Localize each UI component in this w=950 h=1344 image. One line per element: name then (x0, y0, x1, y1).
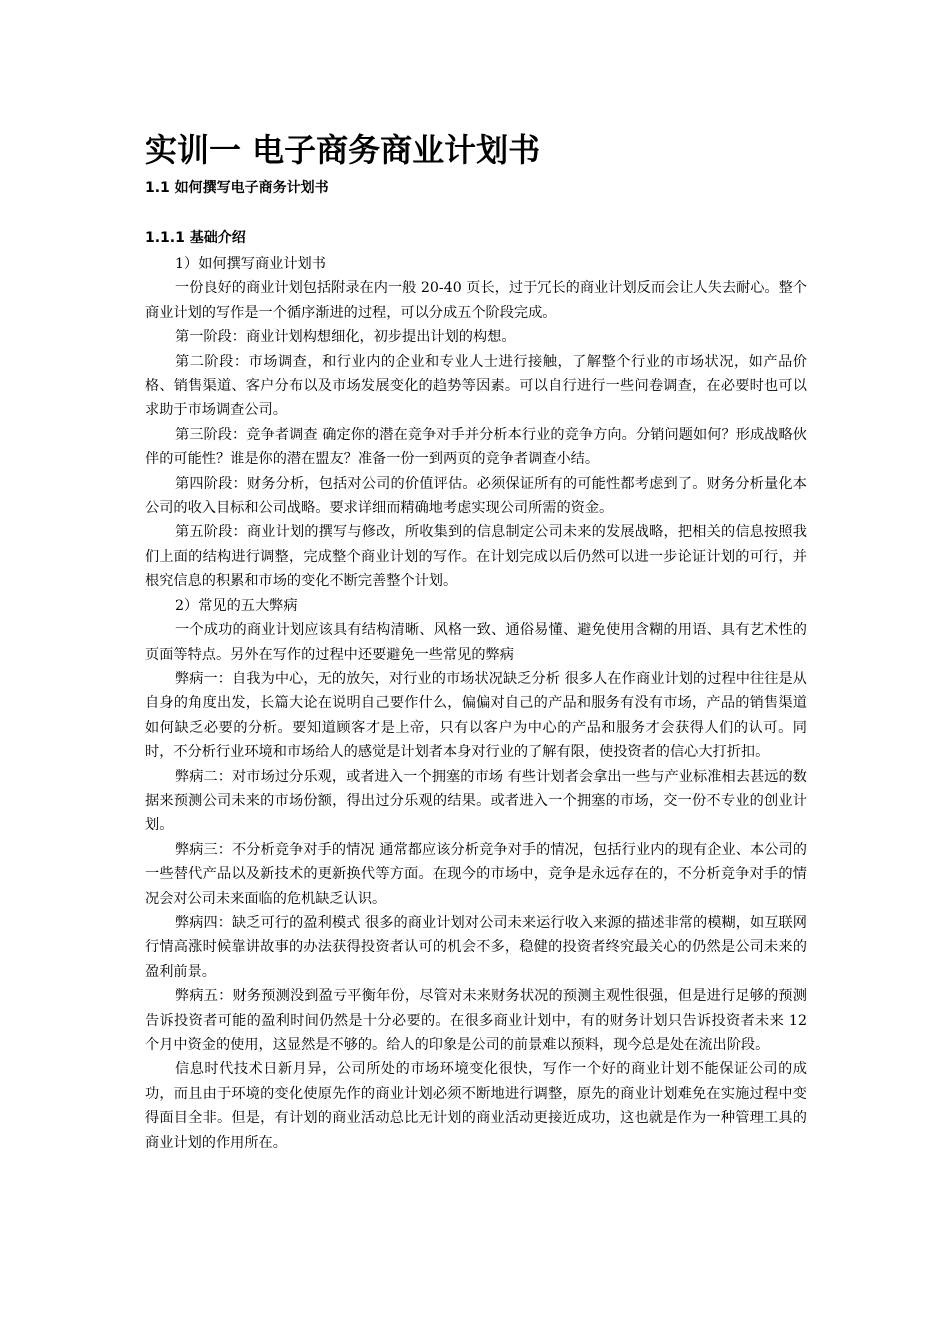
paragraph: 弊病五：财务预测没到盈亏平衡年份，尽管对未来财务状况的预测主观性很强，但是进行足够的预测告诉投资者可能的盈利时间仍然是十分必要的。在很多商业计划中，有的财务计划只告诉投资者未来 12 个月中资金的使用，这显然是不够的。给人的印象是公司的前景难以预料，现今总是处在流出阶段。 (145, 988, 807, 1053)
paragraph: 一个成功的商业计划应该具有结构清晰、风格一致、通俗易懂、避免使用含糊的用语、具有艺术性的页面等特点。另外在写作的过程中还要避免一些常见的弊病 (145, 622, 807, 663)
paragraph: 第五阶段：商业计划的撰写与修改，所收集到的信息制定公司未来的发展战略，把相关的信息按照我们上面的结构进行调整，完成整个商业计划的写作。在计划完成以后仍然可以进一步论证计划的可行，并根究信息的积累和市场的变化不断完善整个计划。 (145, 524, 807, 590)
paragraph: 一份良好的商业计划包括附录在内一般 20-40 页长，过于冗长的商业计划反而会让人失去耐心。整个商业计划的写作是一个循序渐进的过程，可以分成五个阶段完成。 (145, 280, 807, 321)
paragraph: 第一阶段：商业计划构想细化，初步提出计划的构想。 (175, 329, 516, 346)
paragraph: 第四阶段：财务分析，包括对公司的价值评估。必须保证所有的可能性都考虑到了。财务分析量化本公司的收入目标和公司战略。要求详细而精确地考虑实现公司所需的资金。 (145, 475, 807, 517)
chapter-title: 实训一 电子商务商业计划书 (145, 131, 541, 169)
paragraph: 2）常见的五大弊病 (175, 597, 298, 614)
subsection-heading: 1.1.1 基础介绍 (145, 230, 246, 246)
paragraph: 弊病二：对市场过分乐观，或者进入一个拥塞的市场 有些计划者会拿出一些与产业标准相去甚远的数据来预测公司未来的市场份额，得出过分乐观的结果。或者进入一个拥塞的市场，交一份不专业的创业计划。 (145, 768, 807, 834)
paragraph: 弊病三：不分析竞争对手的情况 通常都应该分析竞争对手的情况，包括行业内的现有企业、本公司的一些替代产品以及新技术的更新换代等方面。在现今的市场中，竞争是永远存在的，不分析竞争对手的情况会对公司未来面临的危机缺乏认识。 (145, 841, 807, 907)
paragraph: 弊病四：缺乏可行的盈利模式 很多的商业计划对公司未来运行收入来源的描述非常的模糊，如互联网行情高涨时候靠讲故事的办法获得投资者认可的机会不多，稳健的投资者终究最关心的仍然是公司未来的盈利前景。 (145, 914, 807, 980)
document-page (145, 128, 807, 1155)
paragraph: 信息时代技术日新月异，公司所处的市场环境变化很快，写作一个好的商业计划不能保证公司的成功，而且由于环境的变化使原先作的商业计划必须不断地进行调整，原先的商业计划难免在实施过程中变得面目全非。但是，有计划的商业活动总比无计划的商业活动更接近成功，这也就是作为一种管理工具的商业计划的作用所在。 (145, 1061, 807, 1151)
paragraph: 弊病一：自我为中心，无的放矢，对行业的市场状况缺乏分析 很多人在作商业计划的过程中往往是从自身的角度出发，长篇大论在说明自己要作什么，偏偏对自己的产品和服务有没有市场，产品的销售渠道如何缺乏必要的分析。要知道顾客才是上帝，只有以客户为中心的产品和服务才会获得人们的认可。同时，不分析行业环境和市场给人的感觉是计划者本身对行业的了解有限，使投资者的信心大打折扣。 (145, 670, 807, 761)
section-heading: 1.1 如何撰写电子商务计划书 (145, 180, 329, 196)
paragraph: 第三阶段：竞争者调查 确定你的潜在竞争对手并分析本行业的竞争方向。分销问题如何？形成战略伙伴的可能性？谁是你的潜在盟友？准备一份一到两页的竞争者调查小结。 (145, 426, 807, 468)
paragraph: 1）如何撰写商业计划书 (175, 256, 326, 272)
paragraph: 第二阶段：市场调查，和行业内的企业和专业人士进行接触，了解整个行业的市场状况，如产品价格、销售渠道、客户分布以及市场发展变化的趋势等因素。可以自行进行一些问卷调查，在必要时也可以求助于市场调查公司。 (145, 353, 807, 419)
